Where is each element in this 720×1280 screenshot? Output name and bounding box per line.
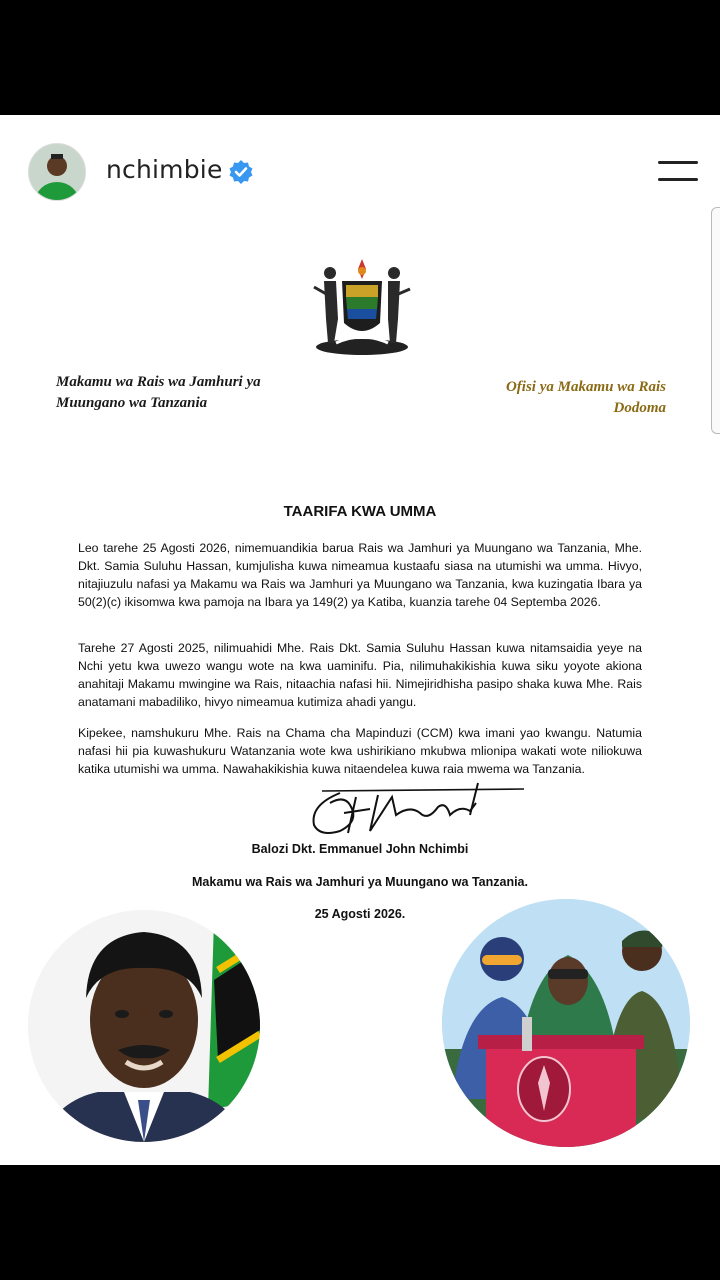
- letter-date: 25 Agosti 2026.: [314, 907, 406, 921]
- document-title: TAARIFA KWA UMMA: [283, 503, 437, 520]
- bottom-black-bar: [0, 1165, 720, 1280]
- paragraph-1: Leo tarehe 25 Agosti 2026, nimemuandikia barua Rais wa Jamhuri ya Muungano wa Tanzania, Mhe. Dkt. Samia Suluhu Hassan, kumjulisha kuwa nimeamua kustaafu siasa na utumishi wa umma. Hivyo, nitajiuzulu nafasi ya Makamu wa Rais wa Jamhuri ya Muungano wa Tanzania, kwa kuzingatia Ibara ya 50(2)(c) ikisomwa kwa pamoja na Ibara ya 149(2) ya Katiba, kuanzia tarehe 04 Septemba 2026.: [78, 541, 642, 609]
- avatar-person-icon: [29, 144, 85, 200]
- office-city: Dodoma: [613, 400, 666, 416]
- paragraph-2: Tarehe 27 Agosti 2025, nilimuahidi Mhe. Rais Dkt. Samia Suluhu Hassan kuwa nitamsaidia yeye na Nchi yetu kwa uwezo wangu wote na kwa uaminifu. Pia, nilimuhakikishia kuwa siku yoyote akiona anahitaji Makamu mwingine wa Rais, nitaachia nafasi hii. Nimejiridhisha pasipo shaka kuwa Mhe. Rais anatamani mabadiliko, hivyo nimeamua kutimiza ahadi yangu.: [78, 641, 642, 709]
- paragraph-3: Kipekee, namshukuru Mhe. Rais na Chama cha Mapinduzi (CCM) kwa imani yao kwangu. Natumia nafasi hii pia kuwashukuru Watanzania wote kwa ushirikiano mkubwa mlionipa wakati wote niliokuwa katika utumishi wa umma. Nawahakikishia kuwa nitaendelea kuwa raia mwema wa Tanzania.: [78, 726, 642, 776]
- post-content: [0, 115, 720, 1165]
- signature-icon: [300, 775, 530, 845]
- menu-icon[interactable]: [658, 159, 700, 185]
- signatory-title: Makamu wa Rais wa Jamhuri ya Muungano wa Tanzania.: [192, 875, 528, 889]
- signatory-name: Balozi Dkt. Emmanuel John Nchimbi: [251, 842, 469, 856]
- office-name: Ofisi ya Makamu wa Rais: [505, 379, 666, 395]
- sender-office: Makamu wa Rais wa Jamhuri ya Muungano wa Tanzania: [56, 374, 261, 411]
- office-address: [446, 377, 666, 419]
- speech-photo-right: [442, 899, 690, 1147]
- verified-badge-icon: [228, 159, 254, 185]
- profile-avatar[interactable]: [28, 143, 86, 201]
- speaker-at-podium-image: [442, 899, 690, 1147]
- man-portrait-image: [28, 910, 260, 1142]
- side-scroll-handle[interactable]: [711, 207, 720, 434]
- top-black-bar: [0, 0, 720, 115]
- portrait-photo-left: [28, 910, 260, 1142]
- username[interactable]: nchimbie: [106, 155, 223, 184]
- coat-of-arms-icon: [308, 251, 416, 357]
